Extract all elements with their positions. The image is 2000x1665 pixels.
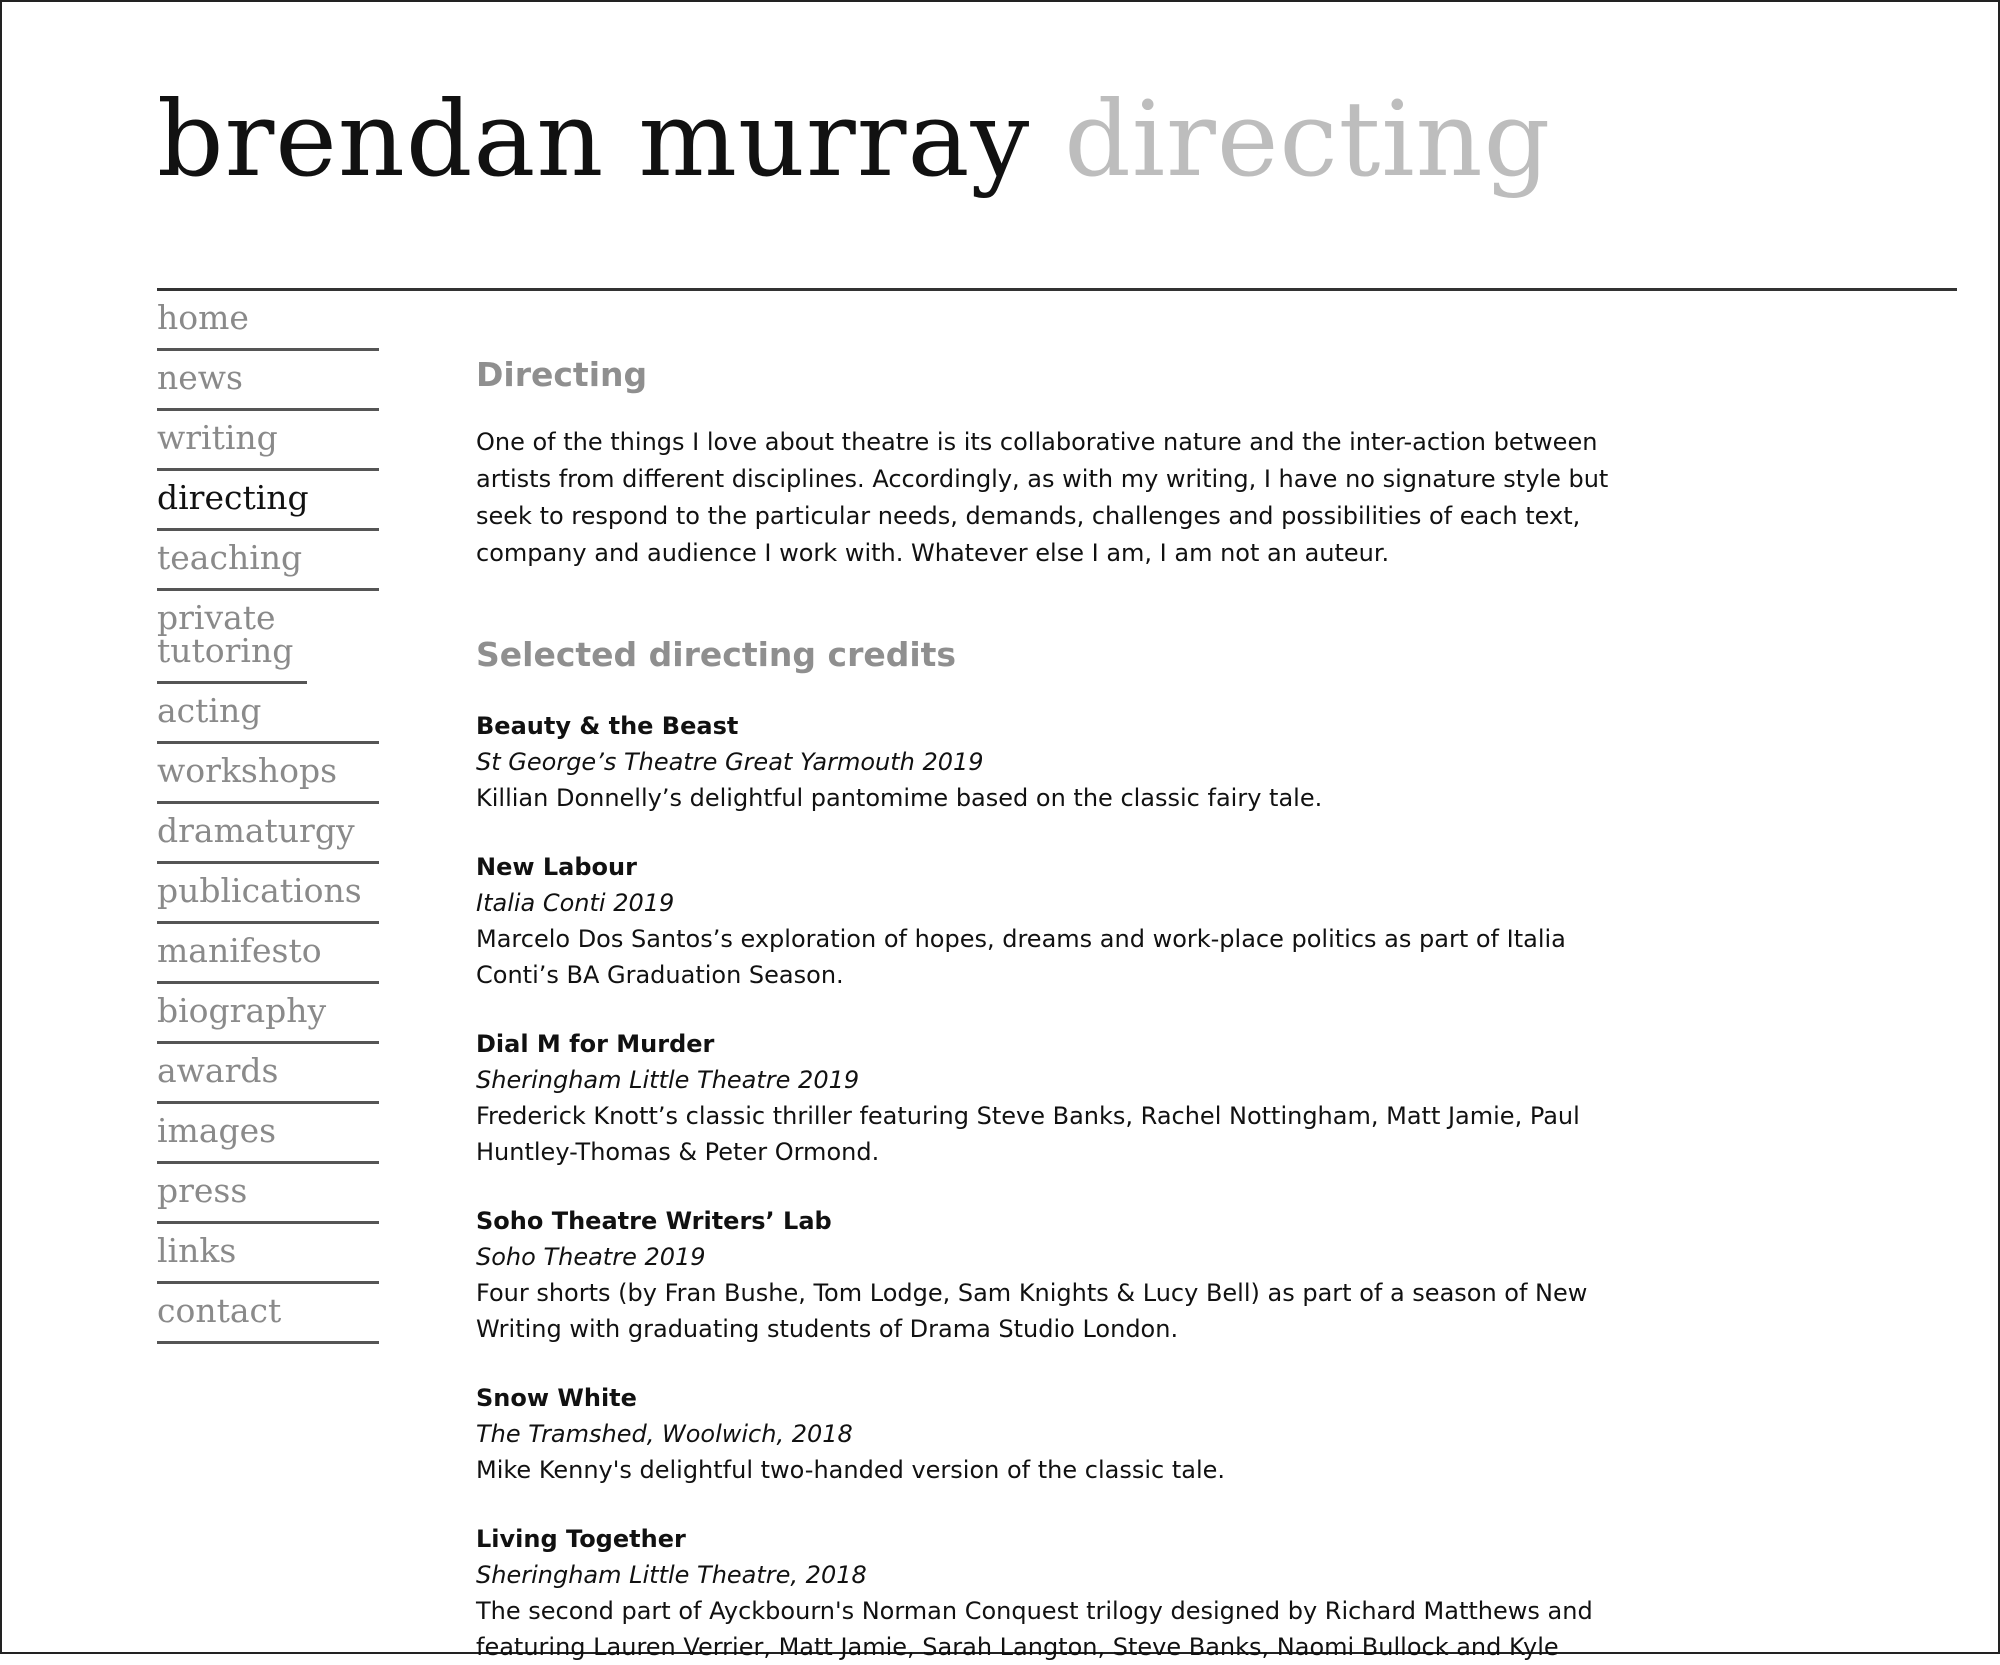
- credit-title: Beauty & the Beast: [476, 712, 739, 740]
- credit-title: Snow White: [476, 1384, 637, 1412]
- nav-item-manifesto[interactable]: manifesto: [157, 924, 379, 984]
- nav-item-images[interactable]: images: [157, 1104, 379, 1164]
- nav-item-dramaturgy[interactable]: dramaturgy: [157, 804, 379, 864]
- credit-item: [476, 1203, 1646, 1347]
- site-title-section: directing: [1064, 78, 1552, 200]
- nav-item-acting[interactable]: acting: [157, 684, 379, 744]
- credit-venue: Sheringham Little Theatre, 2018: [476, 1561, 867, 1589]
- nav-item-links[interactable]: links: [157, 1224, 379, 1284]
- nav-item-publications[interactable]: publications: [157, 864, 379, 924]
- nav-item-awards[interactable]: awards: [157, 1044, 379, 1104]
- sidebar-nav: [157, 291, 379, 1344]
- credit-description: The second part of Ayckbourn's Norman Conquest trilogy designed by Richard Matthews and featuring Lauren Verrier, Matt Jamie, Sarah Langton, Steve Banks, Naomi Bullock and Kyle: [476, 1597, 1593, 1661]
- credit-item: [476, 849, 1646, 993]
- main-content: [476, 352, 1646, 1665]
- credit-title: Living Together: [476, 1525, 686, 1553]
- credit-description: Killian Donnelly’s delightful pantomime based on the classic fairy tale.: [476, 784, 1323, 812]
- credit-item: [476, 708, 1646, 816]
- credit-title: New Labour: [476, 853, 637, 881]
- nav-item-press[interactable]: press: [157, 1164, 379, 1224]
- credit-title: Soho Theatre Writers’ Lab: [476, 1207, 832, 1235]
- nav-item-biography[interactable]: biography: [157, 984, 379, 1044]
- nav-item-news[interactable]: news: [157, 351, 379, 411]
- credits-list: [476, 708, 1646, 1665]
- credit-venue: St George’s Theatre Great Yarmouth 2019: [476, 748, 984, 776]
- intro-paragraph: One of the things I love about theatre is its collaborative nature and the inter-action between artists from different disciplines. Accordingly, as with my writing, I have no signature style but seek to respond to the particular needs, demands, challenges and possibilities of each text, company and audience I work with. Whatever else I am, I am not an auteur.: [476, 428, 1609, 567]
- nav-item-teaching[interactable]: teaching: [157, 531, 379, 591]
- credit-description: Four shorts (by Fran Bushe, Tom Lodge, Sam Knights & Lucy Bell) as part of a season of New Writing with graduating students of Drama Studio London.: [476, 1279, 1588, 1343]
- credit-description: Marcelo Dos Santos’s exploration of hopes, dreams and work-place politics as part of Italia Conti’s BA Graduation Season.: [476, 925, 1566, 989]
- credit-item: [476, 1380, 1646, 1488]
- credit-venue: Sheringham Little Theatre 2019: [476, 1066, 860, 1094]
- credit-venue: Italia Conti 2019: [476, 889, 675, 917]
- nav-item-directing[interactable]: directing: [157, 471, 379, 531]
- nav-item-workshops[interactable]: workshops: [157, 744, 379, 804]
- header-divider: [157, 288, 1957, 291]
- nav-item-writing[interactable]: writing: [157, 411, 379, 471]
- site-title[interactable]: [157, 74, 1551, 204]
- credit-item: [476, 1521, 1646, 1665]
- nav-item-home[interactable]: home: [157, 291, 379, 351]
- page-heading: Directing: [476, 355, 648, 394]
- credits-heading: Selected directing credits: [476, 635, 957, 674]
- credit-description: Frederick Knott’s classic thriller featuring Steve Banks, Rachel Nottingham, Matt Jamie, Paul Huntley-Thomas & Peter Ormond.: [476, 1102, 1580, 1166]
- credit-venue: The Tramshed, Woolwich, 2018: [476, 1420, 853, 1448]
- credit-description: Mike Kenny's delightful two-handed version of the classic tale.: [476, 1456, 1226, 1484]
- credit-venue: Soho Theatre 2019: [476, 1243, 706, 1271]
- credit-item: [476, 1026, 1646, 1170]
- nav-item-contact[interactable]: contact: [157, 1284, 379, 1344]
- site-title-name: brendan murray: [157, 78, 1031, 200]
- nav-item-private-tutoring[interactable]: private tutoring: [157, 591, 307, 684]
- credit-title: Dial M for Murder: [476, 1030, 715, 1058]
